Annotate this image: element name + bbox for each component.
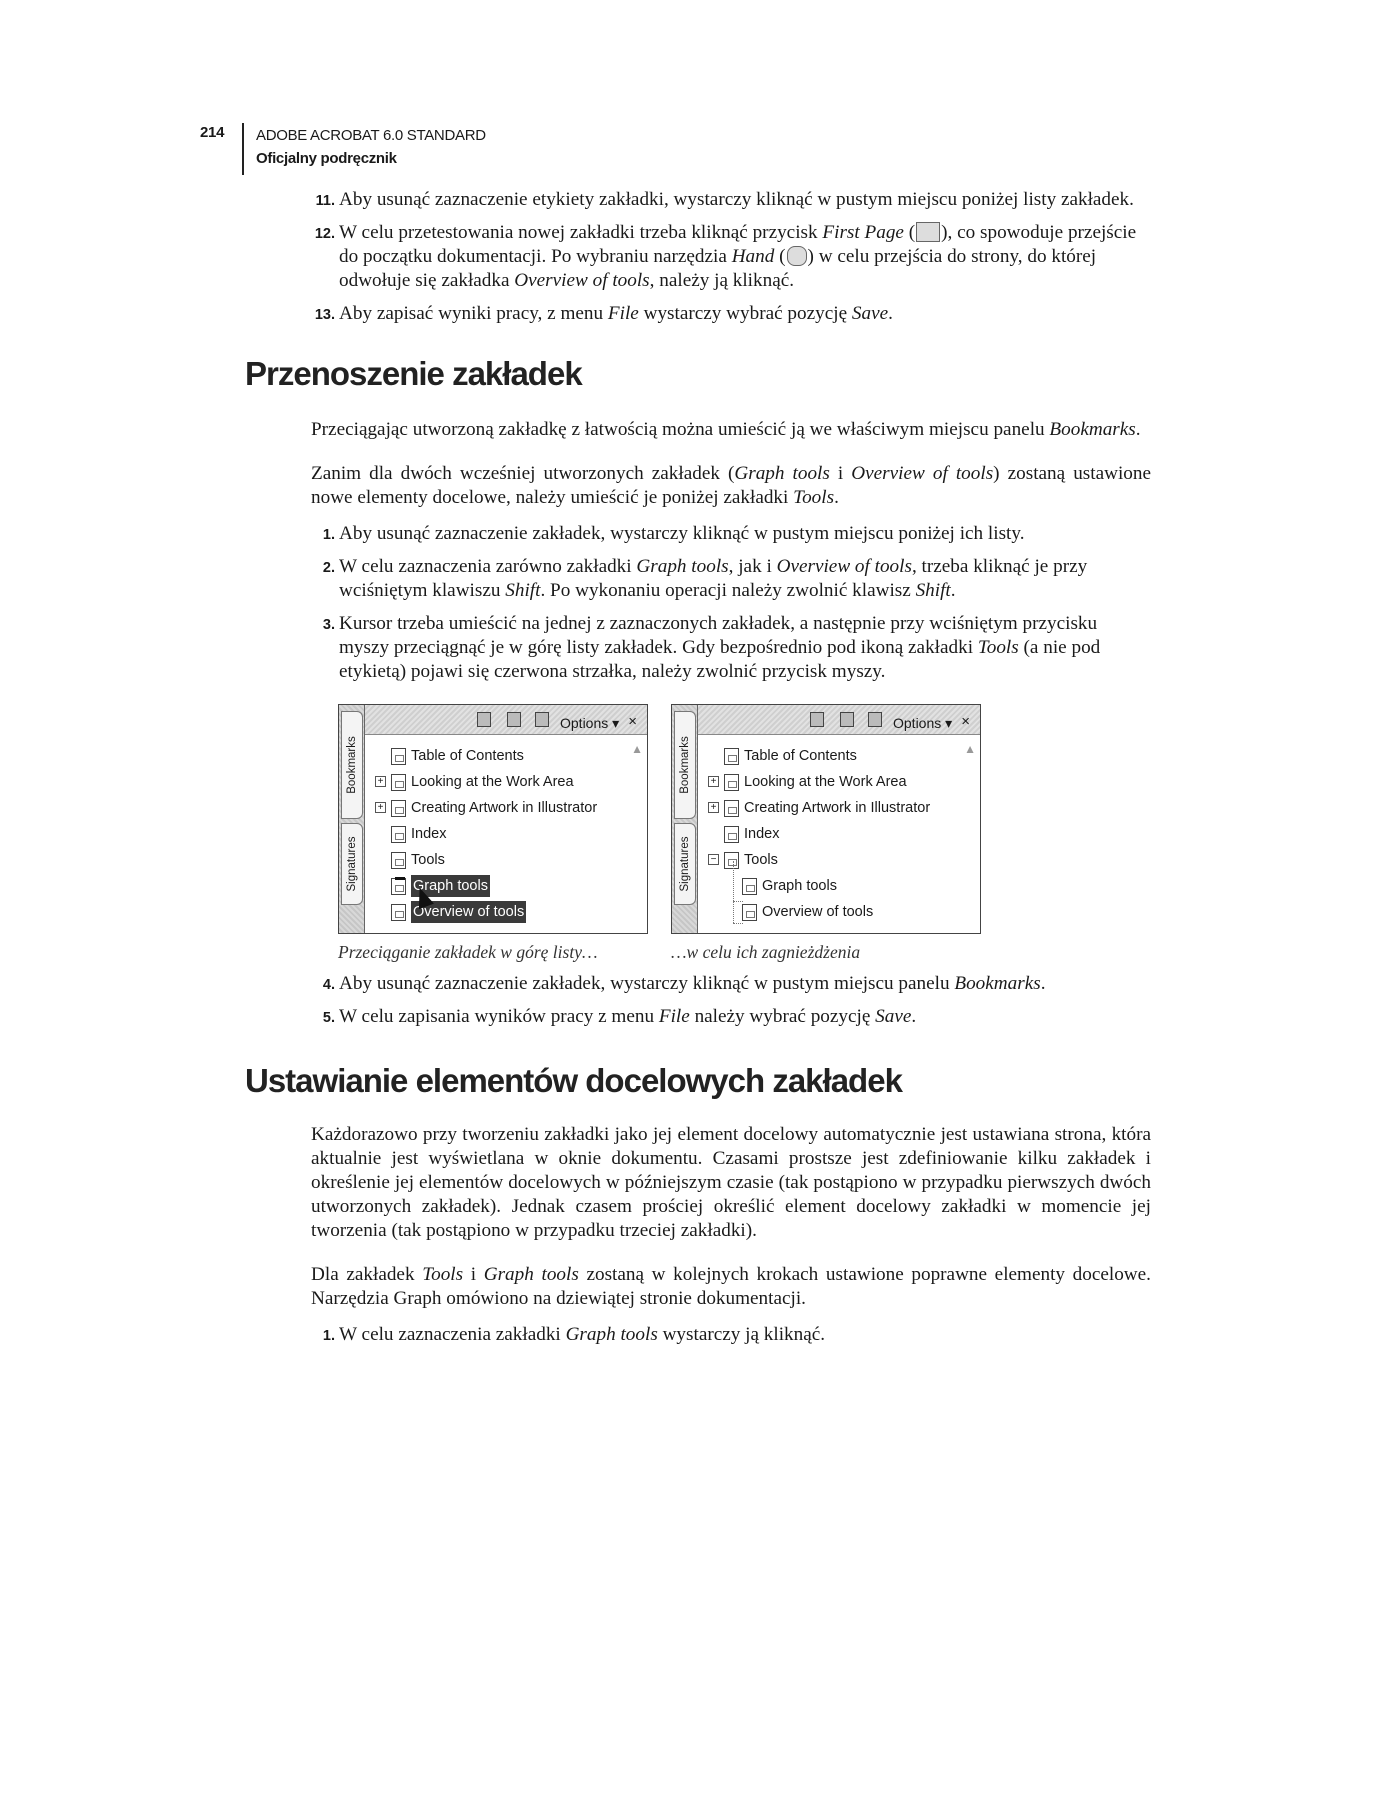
emphasis-text: Overview of tools bbox=[776, 556, 912, 577]
list-item-number: 1. bbox=[322, 1328, 335, 1344]
body-paragraph bbox=[311, 462, 1151, 510]
bookmark-page-icon bbox=[724, 826, 739, 843]
tab-signatures[interactable] bbox=[674, 823, 696, 905]
bookmarks-panel-dragging bbox=[338, 704, 648, 934]
bookmark-label: Index bbox=[411, 826, 447, 842]
tab-bookmarks[interactable] bbox=[341, 711, 363, 819]
tab-bookmarks-label: Bookmarks bbox=[679, 736, 691, 794]
section2-paragraphs bbox=[311, 1123, 1151, 1311]
list-item bbox=[311, 1005, 1151, 1029]
text-run: . bbox=[834, 487, 839, 508]
emphasis-text: Shift bbox=[505, 580, 541, 601]
emphasis-text: Bookmarks bbox=[1049, 419, 1136, 440]
text-run: ( bbox=[903, 222, 916, 243]
bookmark-page-icon bbox=[391, 826, 406, 843]
body-paragraph bbox=[311, 418, 1151, 442]
panel-toolbar bbox=[698, 705, 980, 735]
tab-signatures-label: Signatures bbox=[679, 836, 691, 892]
hand-icon bbox=[787, 246, 807, 266]
text-run: . Po wykonaniu operacji należy zwolnić klawisz bbox=[540, 580, 916, 601]
text-run: wystarczy wybrać pozycję bbox=[638, 303, 852, 324]
running-head bbox=[256, 124, 486, 170]
list-item bbox=[311, 555, 1151, 603]
section1-steps-after-list bbox=[311, 972, 1151, 1029]
body-paragraph bbox=[311, 1263, 1151, 1311]
bookmark-page-icon bbox=[724, 748, 739, 765]
bookmark-label: Graph tools bbox=[411, 875, 490, 897]
bookmark-label: Graph tools bbox=[762, 878, 837, 894]
text-run: . bbox=[911, 1006, 917, 1027]
bookmark-page-icon bbox=[391, 800, 406, 817]
text-run: . bbox=[1040, 973, 1046, 994]
new-bookmark-icon[interactable] bbox=[840, 712, 854, 727]
section1-paragraphs bbox=[311, 418, 1151, 510]
text-run: Aby zapisać wyniki pracy, z menu bbox=[339, 303, 608, 324]
header-rule bbox=[242, 123, 244, 175]
expander-icon[interactable]: + bbox=[375, 802, 386, 813]
emphasis-text: Save bbox=[875, 1006, 912, 1027]
panel-tabs bbox=[339, 705, 365, 933]
bookmark-page-icon bbox=[724, 774, 739, 791]
section2-steps-list bbox=[311, 1323, 1151, 1347]
section-title-moving-bookmarks: Przenoszenie zakładek bbox=[245, 355, 582, 392]
bookmark-page-icon bbox=[724, 800, 739, 817]
emphasis-text: Bookmarks bbox=[954, 973, 1041, 994]
list-item bbox=[311, 972, 1151, 996]
emphasis-text: Overview of tools bbox=[851, 463, 994, 484]
bookmark-page-icon bbox=[742, 904, 757, 921]
figure-captions bbox=[338, 940, 1151, 966]
text-run: W celu zapisania wyników pracy z menu bbox=[339, 1006, 659, 1027]
tab-signatures-label: Signatures bbox=[346, 836, 358, 892]
bookmark-page-icon bbox=[391, 748, 406, 765]
section1-steps-list bbox=[311, 522, 1151, 684]
text-run: . bbox=[888, 303, 893, 324]
emphasis-text: Hand bbox=[731, 246, 775, 267]
list-item-number: 1. bbox=[322, 527, 335, 543]
scroll-up-icon[interactable]: ▲ bbox=[964, 742, 976, 756]
bookmark-label: Tools bbox=[411, 852, 445, 868]
text-run: ) zostaną ustawione nowe elementy docelowe, należy umieścić je poniżej zakładki bbox=[311, 463, 1151, 508]
bookmark-label: Table of Contents bbox=[411, 748, 524, 764]
list-item bbox=[311, 612, 1151, 684]
scroll-up-icon[interactable]: ▲ bbox=[631, 742, 643, 756]
delete-bookmark-icon[interactable] bbox=[477, 712, 491, 727]
bookmark-label: Overview of tools bbox=[411, 901, 526, 923]
tree-connector bbox=[733, 923, 743, 924]
bookmark-page-icon bbox=[391, 774, 406, 791]
page-number: 214 bbox=[200, 124, 225, 141]
emphasis-text: File bbox=[607, 303, 639, 324]
bookmark-label: Looking at the Work Area bbox=[744, 774, 907, 790]
text-run: . bbox=[1135, 419, 1141, 440]
list-item-number: 12. bbox=[314, 226, 335, 242]
bookmark-page-icon bbox=[724, 852, 739, 869]
bookmark-tree bbox=[365, 735, 647, 933]
bookmark-page-icon bbox=[391, 904, 406, 921]
caption-right: …w celu ich zagnieżdżenia bbox=[671, 942, 861, 962]
text-run: (a nie pod etykietą) pojawi się czerwona strzałka, należy zwolnić przycisk myszy. bbox=[339, 637, 1101, 682]
close-icon[interactable]: × bbox=[628, 713, 637, 730]
emphasis-text: Tools bbox=[793, 487, 835, 508]
bookmark-label: Overview of tools bbox=[762, 904, 874, 920]
bookmark-label: Table of Contents bbox=[744, 748, 857, 764]
expander-icon[interactable]: + bbox=[375, 776, 386, 787]
tree-connector bbox=[733, 901, 743, 902]
bookmark-label: Index bbox=[744, 826, 780, 842]
text-run: Aby usunąć zaznaczenie etykiety zakładki, wystarczy kliknąć w pustym miejscu poniżej listy zakładek. bbox=[339, 189, 1134, 210]
emphasis-text: File bbox=[658, 1006, 690, 1027]
text-run: . bbox=[950, 580, 956, 601]
bookmark-label: Looking at the Work Area bbox=[411, 774, 574, 790]
bookmark-label: Tools bbox=[744, 852, 778, 868]
drop-indicator-arrow bbox=[395, 877, 405, 880]
expand-bookmark-icon[interactable] bbox=[535, 712, 549, 727]
delete-bookmark-icon[interactable] bbox=[810, 712, 824, 727]
emphasis-text: Shift bbox=[915, 580, 951, 601]
text-run: Aby usunąć zaznaczenie zakładek, wystarczy kliknąć w pustym miejscu poniżej ich listy. bbox=[339, 523, 1025, 544]
text-run: ( bbox=[774, 246, 786, 267]
emphasis-text: Tools bbox=[977, 637, 1019, 658]
emphasis-text: Graph tools bbox=[636, 556, 729, 577]
emphasis-text: Save bbox=[851, 303, 889, 324]
options-menu-button[interactable]: Options ▾ bbox=[560, 715, 620, 731]
text-run: i bbox=[463, 1264, 484, 1285]
expand-bookmark-icon[interactable] bbox=[868, 712, 882, 727]
text-run: ), co spowoduje przejście do początku dokumentacji. Po wybraniu narzędzia bbox=[339, 222, 1137, 267]
text-run: należy wybrać pozycję bbox=[689, 1006, 876, 1027]
close-icon[interactable]: × bbox=[961, 713, 970, 730]
text-run: Zanim dla dwóch wcześniej utworzonych zakładek ( bbox=[311, 463, 735, 484]
expander-icon[interactable]: − bbox=[708, 854, 719, 865]
tab-signatures[interactable] bbox=[341, 823, 363, 905]
list-item-number: 11. bbox=[315, 193, 335, 209]
text-run: ) w celu przejścia do strony, do której odwołuje się zakładka bbox=[339, 246, 1097, 291]
panel-toolbar bbox=[365, 705, 647, 735]
options-menu-button[interactable]: Options ▾ bbox=[893, 715, 953, 731]
book-subtitle: Oficjalny podręcznik bbox=[256, 150, 397, 167]
text-run: i bbox=[829, 463, 852, 484]
tab-bookmarks[interactable] bbox=[674, 711, 696, 819]
body-paragraph bbox=[311, 1123, 1151, 1243]
expander-icon[interactable]: + bbox=[708, 776, 719, 787]
list-item bbox=[311, 1323, 1151, 1347]
bookmark-page-icon bbox=[391, 852, 406, 869]
bookmark-page-icon bbox=[742, 878, 757, 895]
bookmark-label: Creating Artwork in Illustrator bbox=[411, 800, 598, 816]
text-run: W celu zaznaczenia zakładki bbox=[339, 1324, 566, 1345]
bookmark-label: Creating Artwork in Illustrator bbox=[744, 800, 931, 816]
page-content bbox=[245, 188, 1151, 1356]
list-item bbox=[311, 302, 1151, 326]
emphasis-text: Overview of tools bbox=[514, 270, 650, 291]
text-run: W celu przetestowania nowej zakładki trzeba kliknąć przycisk bbox=[339, 222, 823, 243]
list-item-number: 5. bbox=[322, 1010, 335, 1026]
tree-connector bbox=[733, 861, 734, 923]
panel-tabs bbox=[672, 705, 698, 933]
text-run: W celu zaznaczenia zarówno zakładki bbox=[339, 556, 637, 577]
book-title: ADOBE ACROBAT 6.0 STANDARD bbox=[256, 127, 486, 144]
bookmark-figures bbox=[338, 704, 1151, 940]
text-run: Kursor trzeba umieścić na jednej z zaznaczonych zakładek, a następnie przy wciśniętym przycisku myszy przeciągnąć je w górę listy zakładek. Gdy bezpośrednio pod ikoną zakładki bbox=[339, 613, 1098, 658]
list-item-number: 3. bbox=[322, 617, 335, 633]
list-item-number: 4. bbox=[322, 977, 335, 993]
expander-icon[interactable]: + bbox=[708, 802, 719, 813]
text-run: wystarczy ją kliknąć. bbox=[657, 1324, 826, 1345]
bookmark-page-icon bbox=[391, 878, 406, 895]
first-page-icon bbox=[916, 222, 940, 242]
list-item bbox=[311, 522, 1151, 546]
text-run: Każdorazowo przy tworzeniu zakładki jako jej element docelowy automatycznie jest ustawiana strona, która aktualnie jest wyświetlana w oknie dokumentu. Czasami prostsze jest zdefiniowanie kilku zakładek i określenie jej elementów docelowych w późniejszym czasie (tak postąpiono w przypadku pierwszych dwóch utworzonych zakładek). Jednak czasem prościej określić element docelowy zakładki w momencie jej tworzenia (tak postąpiono w przypadku trzeciej zakładki). bbox=[311, 1124, 1151, 1241]
text-run: , trzeba kliknąć je przy wciśniętym klawiszu bbox=[339, 556, 1088, 601]
emphasis-text: Graph tools bbox=[565, 1324, 658, 1345]
list-item-number: 2. bbox=[322, 560, 335, 576]
emphasis-text: First Page bbox=[822, 222, 904, 243]
text-run: Dla zakładek bbox=[311, 1264, 423, 1285]
list-item bbox=[311, 188, 1151, 212]
section-title-setting-destinations: Ustawianie elementów docelowych zakładek bbox=[245, 1062, 902, 1099]
emphasis-text: Graph tools bbox=[483, 1264, 579, 1285]
bookmarks-panel-nested bbox=[671, 704, 981, 934]
text-run: , jak i bbox=[728, 556, 777, 577]
list-item bbox=[311, 221, 1151, 293]
text-run: Aby usunąć zaznaczenie zakładek, wystarczy kliknąć w pustym miejscu panelu bbox=[339, 973, 955, 994]
text-run: , należy ją kliknąć. bbox=[649, 270, 795, 291]
caption-left: Przeciąganie zakładek w górę listy… bbox=[338, 942, 598, 962]
text-run: Przeciągając utworzoną zakładkę z łatwością można umieścić ją we właściwym miejscu panelu bbox=[311, 419, 1050, 440]
emphasis-text: Graph tools bbox=[734, 463, 830, 484]
bookmark-tree bbox=[698, 735, 980, 933]
text-run: zostaną w kolejnych krokach ustawione poprawne elementy docelowe. Narzędzia Graph omówiono na dziewiątej stronie dokumentacji. bbox=[311, 1264, 1151, 1309]
emphasis-text: Tools bbox=[422, 1264, 464, 1285]
list-item-number: 13. bbox=[314, 307, 335, 323]
intro-steps-list bbox=[311, 188, 1151, 326]
new-bookmark-icon[interactable] bbox=[507, 712, 521, 727]
tab-bookmarks-label: Bookmarks bbox=[346, 736, 358, 794]
